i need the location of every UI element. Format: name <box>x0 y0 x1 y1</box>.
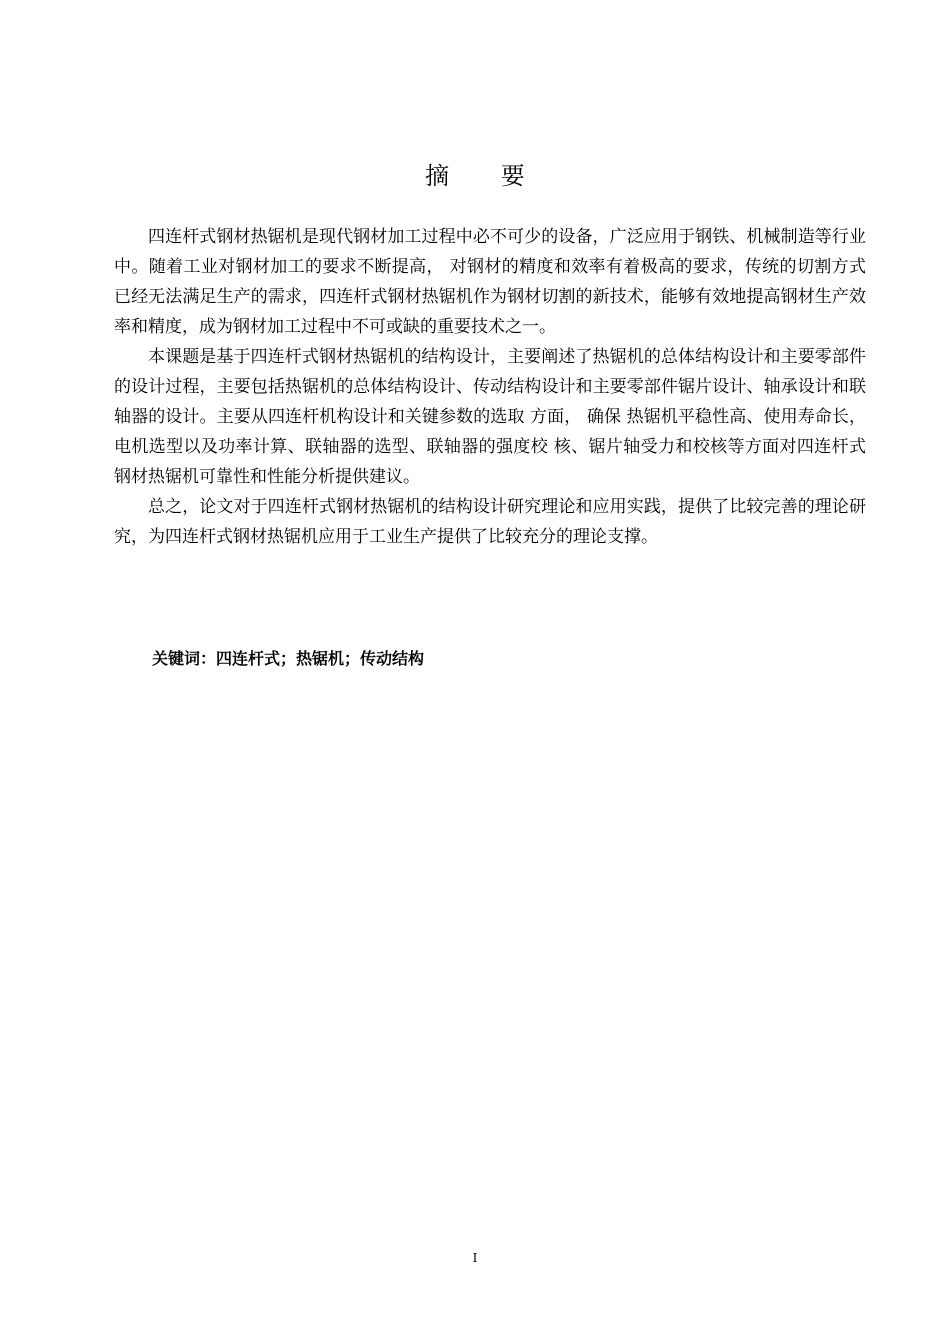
abstract-paragraph-1: 四连杆式钢材热锯机是现代钢材加工过程中必不可少的设备，广泛应用于钢铁、机械制造等行业中。随着工业对钢材加工的要求不断提高， 对钢材的精度和效率有着极高的要求，传统的切割方式已经无法满足生产的需求，四连杆式钢材热锯机作为钢材切割的新技术，能够有效地提高钢材生产效率和精度，成为钢材加工过程中不可或缺的重要技术之一。 <box>114 227 866 337</box>
keywords-line: 关键词：四连杆式；热锯机；传动结构 <box>152 649 425 668</box>
page-number: I <box>472 1251 478 1265</box>
abstract-paragraph-3: 总之，论文对于四连杆式钢材热锯机的结构设计研究理论和应用实践，提供了比较完善的理论研究，为四连杆式钢材热锯机应用于工业生产提供了比较充分的理论支撑。 <box>114 497 866 547</box>
abstract-body <box>114 222 866 552</box>
abstract-title: 摘 要 <box>425 162 547 190</box>
abstract-paragraph-2: 本课题是基于四连杆式钢材热锯机的结构设计，主要阐述了热锯机的总体结构设计和主要零部件的设计过程，主要包括热锯机的总体结构设计、传动结构设计和主要零部件锯片设计、轴承设计和联轴器的设计。主要从四连杆机构设计和关键参数的选取 方面， 确保 热锯机平稳性高、使用寿命长，电机选型以及功率计算、联轴器的选型、联轴器的强度校 核、锯片轴受力和校核等方面对四连杆式钢材热锯机可靠性和性能分析提供建议。 <box>114 347 866 487</box>
